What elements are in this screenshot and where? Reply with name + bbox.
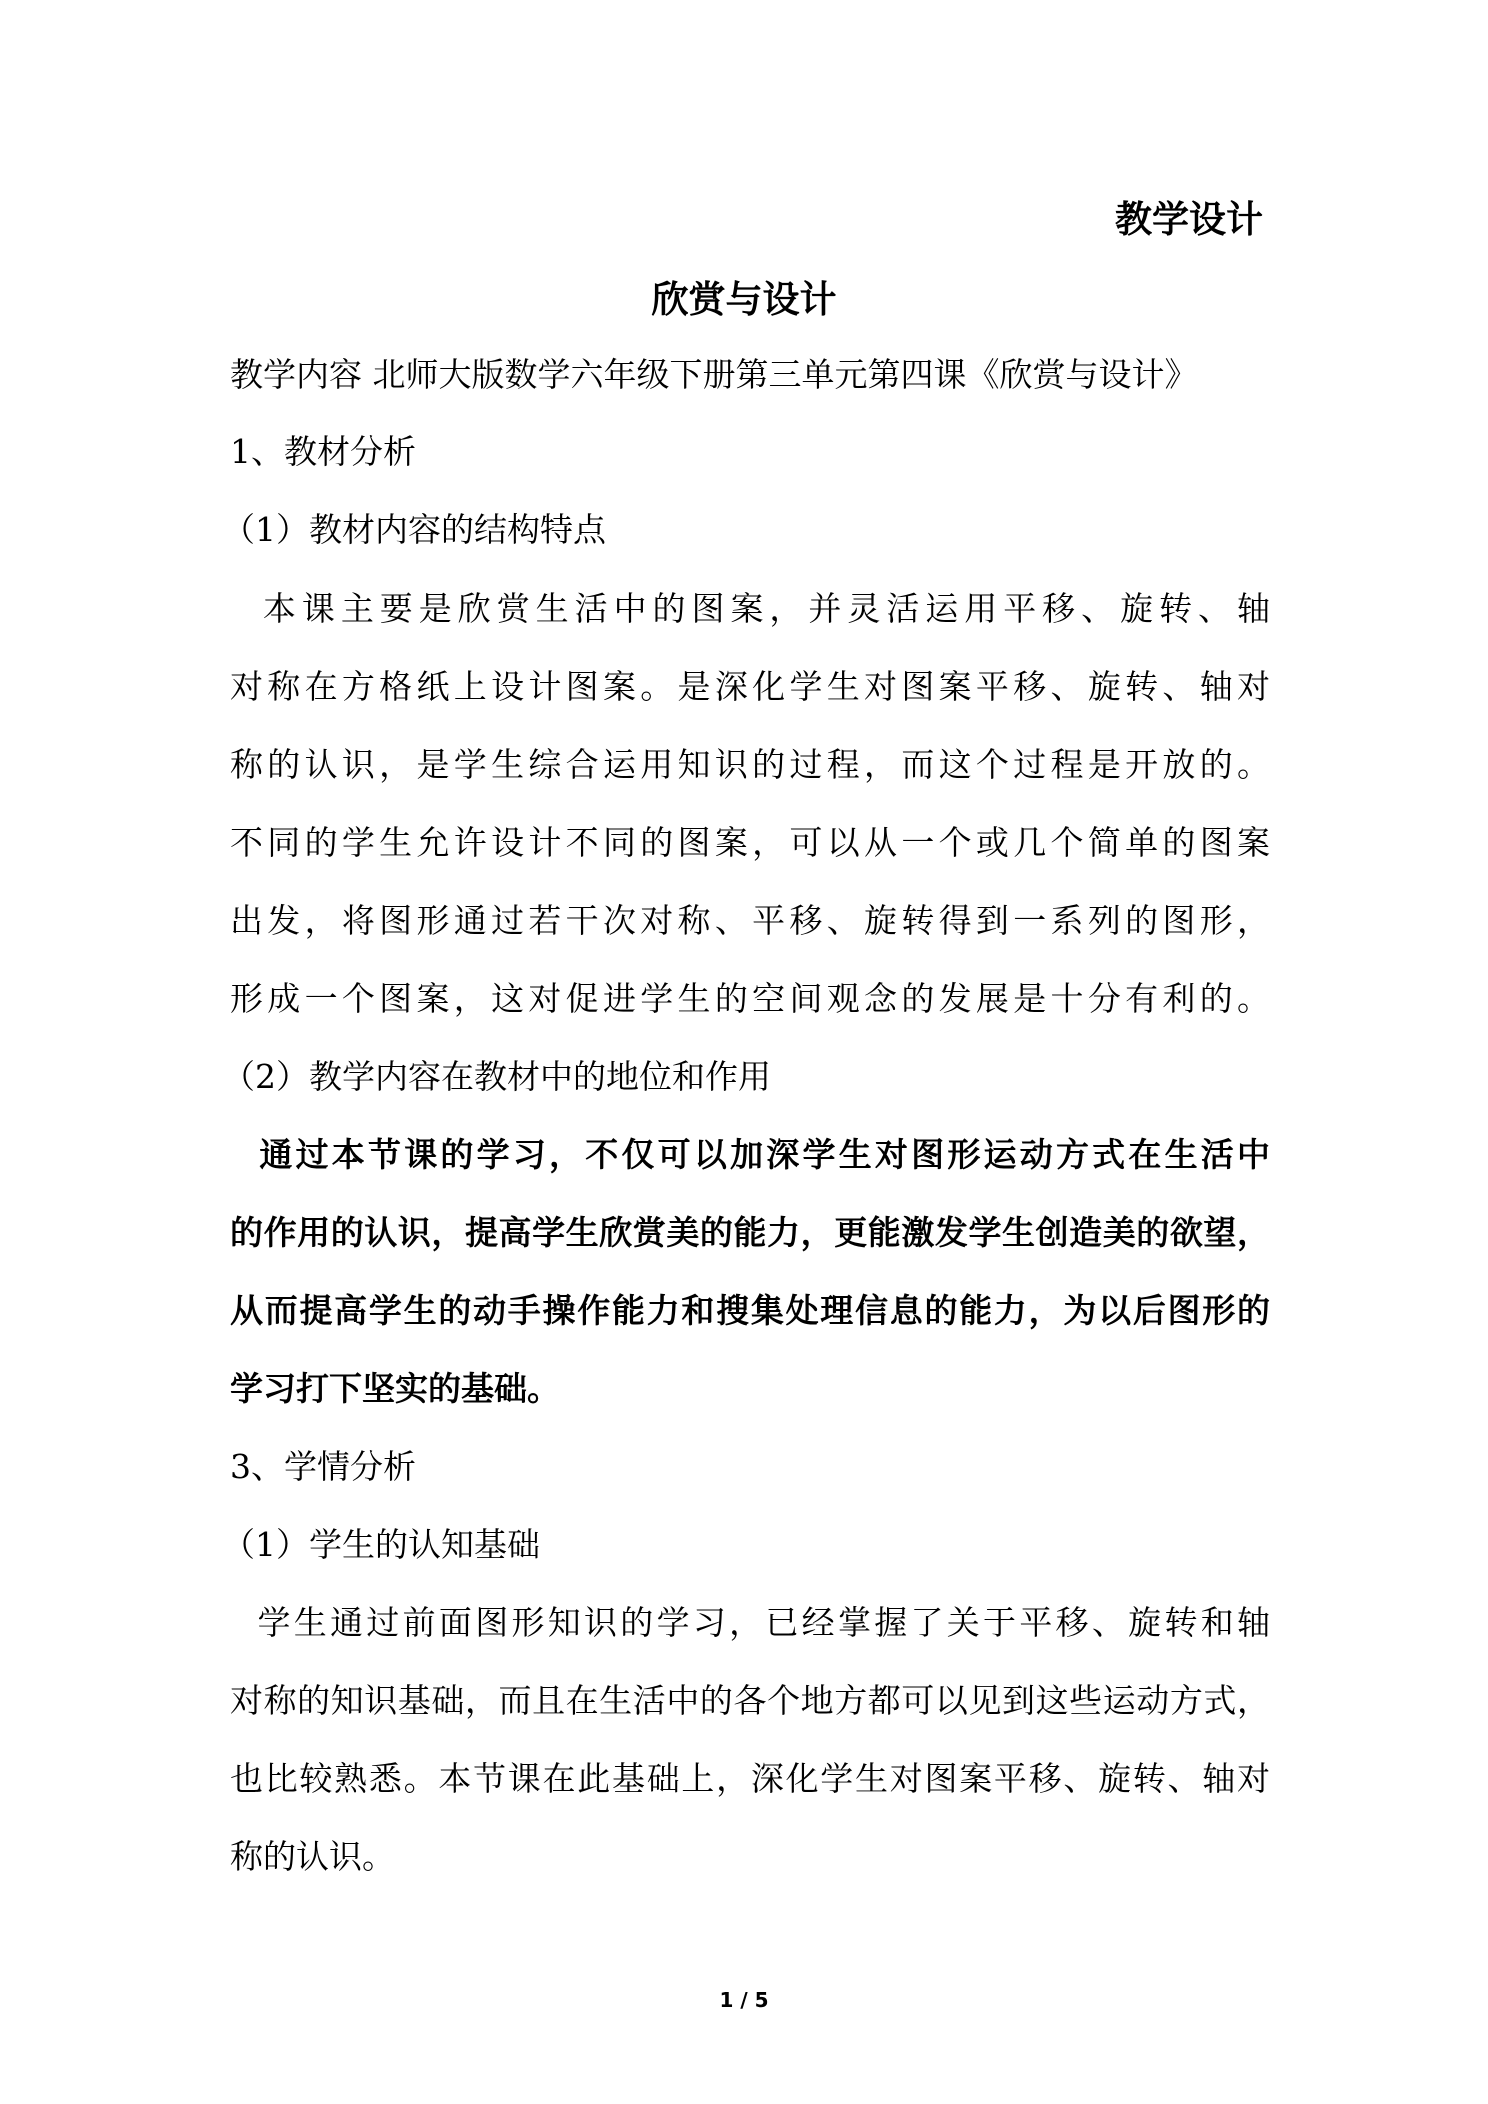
paragraph-line: 对称在方格纸上设计图案。是深化学生对图案平移、旋转、轴对 (230, 667, 1270, 706)
document-title: 欣赏与设计 (651, 277, 837, 321)
subsection-1-1-heading: （1）教材内容的结构特点 (222, 510, 606, 549)
paragraph-line: 本课主要是欣赏生活中的图案，并灵活运用平移、旋转、轴 (230, 589, 1270, 628)
teaching-content-line: 教学内容 北师大版数学六年级下册第三单元第四课《欣赏与设计》 (230, 355, 1198, 394)
paragraph-line: 形成一个图案，这对促进学生的空间观念的发展是十分有利的。 (230, 979, 1270, 1018)
paragraph-line-bold: 通过本节课的学习，不仅可以加深学生对图形运动方式在生活中 (230, 1135, 1270, 1174)
document-type-heading: 教学设计 (1115, 197, 1263, 241)
paragraph-line-bold: 的作用的认识，提高学生欣赏美的能力，更能激发学生创造美的欲望， (230, 1213, 1270, 1252)
section-3-heading: 3、学情分析 (230, 1447, 416, 1486)
paragraph-line-bold: 从而提高学生的动手操作能力和搜集处理信息的能力，为以后图形的 (230, 1291, 1270, 1330)
paragraph-line: 称的认识，是学生综合运用知识的过程，而这个过程是开放的。 (230, 745, 1270, 784)
paragraph-line: 称的认识。 (230, 1837, 395, 1876)
subsection-1-2-heading: （2）教学内容在教材中的地位和作用 (222, 1057, 771, 1096)
paragraph-line: 出发，将图形通过若干次对称、平移、旋转得到一系列的图形， (230, 901, 1270, 940)
paragraph-line: 对称的知识基础，而且在生活中的各个地方都可以见到这些运动方式， (230, 1681, 1270, 1720)
paragraph-line-bold: 学习打下坚实的基础。 (230, 1369, 560, 1408)
paragraph-line: 学生通过前面图形知识的学习，已经掌握了关于平移、旋转和轴 (230, 1603, 1270, 1642)
paragraph-line: 也比较熟悉。本节课在此基础上，深化学生对图案平移、旋转、轴对 (230, 1759, 1270, 1798)
paragraph-line: 不同的学生允许设计不同的图案，可以从一个或几个简单的图案 (230, 823, 1270, 862)
section-1-heading: 1、教材分析 (230, 432, 416, 471)
page-number: 1 / 5 (719, 1988, 769, 2012)
subsection-3-1-heading: （1）学生的认知基础 (222, 1525, 540, 1564)
